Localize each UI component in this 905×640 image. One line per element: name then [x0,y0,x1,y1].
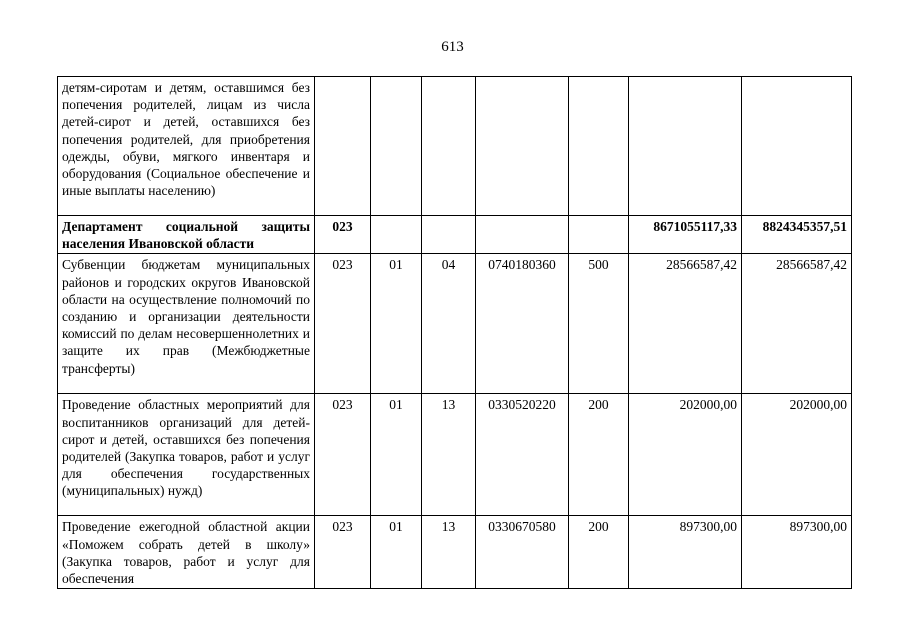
row-description: детям-сиротам и детям, оставшимся без попечения родителей, лицам из числа детей-сирот и детей, оставшихся без попечения родителей, для приобретения одежды, обуви, мягкого инвентаря и оборудования (Социальное обеспечение и иные выплаты населению) [58,77,315,216]
amount-year-1 [629,77,742,216]
expense-type-code: 500 [569,254,629,394]
row-description: Субвенции бюджетам муниципальных районов и городских округов Ивановской области на осуществление полномочий по созданию и организации деятельности комиссий по делам несовершеннолетних и защите их прав (Межбюджетные трансферты) [58,254,315,394]
table-row [58,216,852,254]
subsection-code: 13 [422,394,476,516]
section-code: 01 [371,254,422,394]
department-code: 023 [315,516,371,589]
department-code [315,77,371,216]
table-row [58,394,852,516]
amount-year-1: 202000,00 [629,394,742,516]
row-description: Департамент социальной защиты населения Ивановской области [58,216,315,254]
table-row [58,77,852,216]
subsection-code [422,216,476,254]
amount-year-2: 202000,00 [742,394,852,516]
amount-year-1: 897300,00 [629,516,742,589]
department-code: 023 [315,394,371,516]
section-code [371,216,422,254]
expense-type-code [569,216,629,254]
target-article-code: 0740180360 [476,254,569,394]
target-article-code [476,77,569,216]
department-code: 023 [315,254,371,394]
target-article-code: 0330520220 [476,394,569,516]
target-article-code: 0330670580 [476,516,569,589]
subsection-code: 04 [422,254,476,394]
section-code: 01 [371,516,422,589]
expense-type-code [569,77,629,216]
budget-table [57,76,852,589]
page-number: 613 [441,39,464,55]
subsection-code [422,77,476,216]
table-row [58,254,852,394]
row-description: Проведение ежегодной областной акции «Поможем собрать детей в школу» (Закупка товаров, работ и услуг для обеспечения [58,516,315,589]
section-code: 01 [371,394,422,516]
section-code [371,77,422,216]
amount-year-2 [742,77,852,216]
amount-year-1: 28566587,42 [629,254,742,394]
amount-year-2: 28566587,42 [742,254,852,394]
expense-type-code: 200 [569,516,629,589]
department-code: 023 [315,216,371,254]
expense-type-code: 200 [569,394,629,516]
row-description: Проведение областных мероприятий для воспитанников организаций для детей-сирот и детей, оставшихся без попечения родителей (Закупка товаров, работ и услуг для обеспечения государственных (муниципальных) нужд) [58,394,315,516]
amount-year-1: 8671055117,33 [629,216,742,254]
subsection-code: 13 [422,516,476,589]
target-article-code [476,216,569,254]
amount-year-2: 8824345357,51 [742,216,852,254]
amount-year-2: 897300,00 [742,516,852,589]
table-row [58,516,852,589]
